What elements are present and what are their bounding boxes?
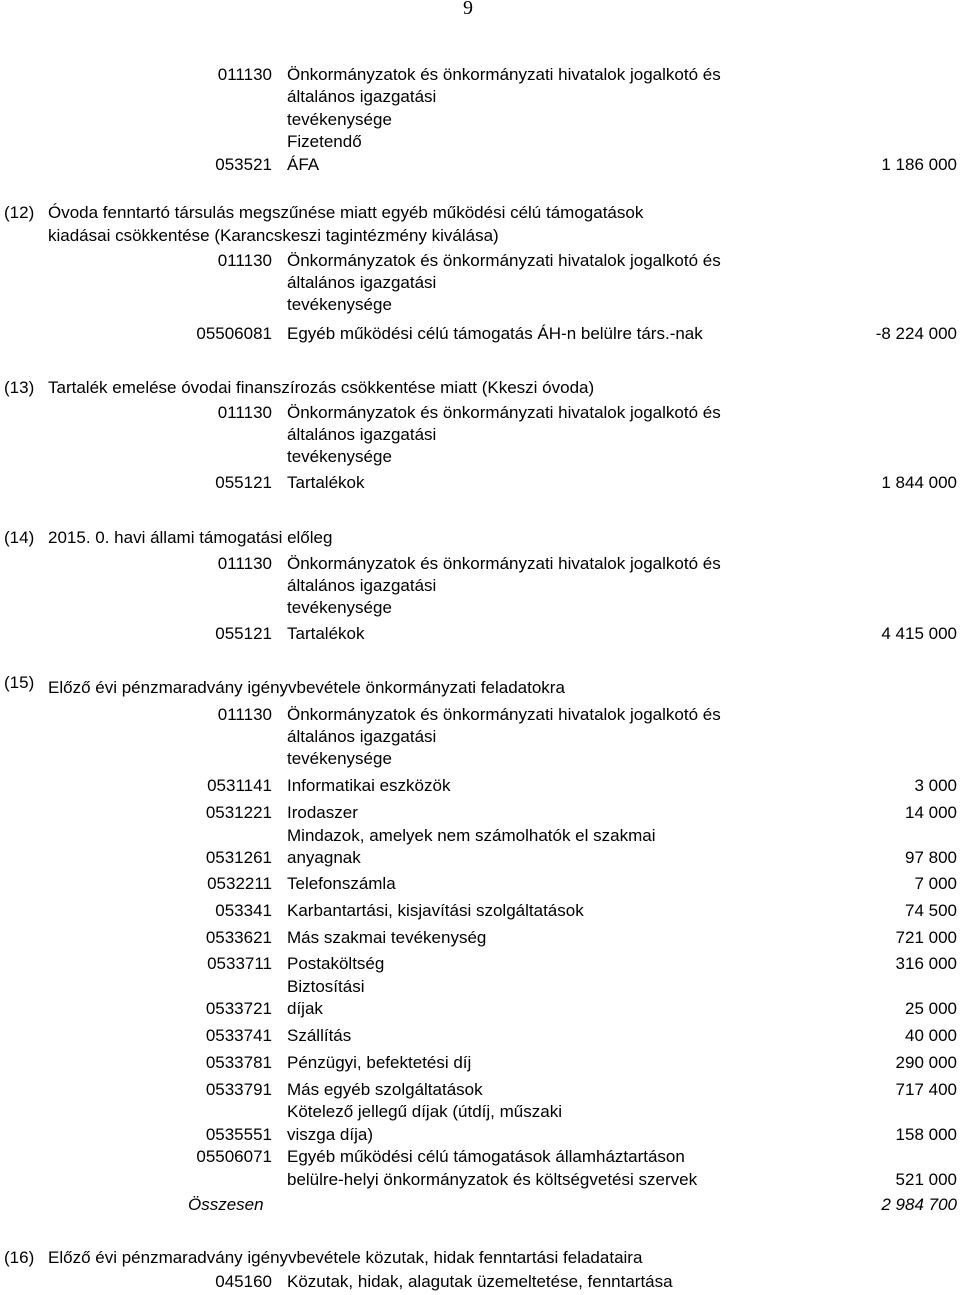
row-code: 05506071 — [196, 1147, 272, 1166]
page-number: 9 — [463, 0, 473, 19]
function-desc-line3: tevékenysége — [287, 447, 392, 466]
section-title: Előző évi pénzmaradvány igényvbevétele önkormányzati feladatokra — [48, 678, 565, 697]
row-desc: Telefonszámla — [287, 874, 396, 893]
row-code: 0532211 — [207, 874, 272, 893]
row-code: 0533781 — [205, 1053, 272, 1072]
function-desc-line1: Önkormányzatok és önkormányzati hivatalok jogalkotó és — [287, 554, 721, 573]
function-desc-line3: tevékenysége — [287, 598, 392, 617]
item-desc: ÁFA — [287, 155, 320, 174]
function-desc-line3: tevékenysége — [287, 749, 392, 768]
row-amount: 97 800 — [905, 848, 957, 867]
function-desc-line1: Önkormányzatok és önkormányzati hivatalok jogalkotó és — [287, 705, 721, 724]
function-code: 011130 — [217, 251, 272, 270]
function-desc-line3: tevékenysége — [287, 295, 392, 314]
row-code: 0533711 — [207, 954, 272, 973]
row-amount: 14 000 — [905, 803, 957, 822]
row-desc: Szállítás — [287, 1026, 352, 1045]
row-desc: Postaköltség — [287, 954, 385, 973]
section-title: Előző évi pénzmaradvány igényvbevétele közutak, hidak fenntartási feladataira — [48, 1248, 643, 1267]
row-desc: anyagnak — [287, 848, 361, 867]
item-code: 045160 — [215, 1272, 272, 1291]
item-code: 053521 — [215, 155, 272, 174]
row-amount: 40 000 — [905, 1026, 957, 1045]
function-desc-line3: tevékenysége — [287, 110, 392, 129]
row-code: 0531141 — [207, 776, 272, 795]
item-amount: 1 186 000 — [881, 155, 957, 174]
function-desc-line2: általános igazgatási — [287, 273, 437, 292]
row-amount: 158 000 — [895, 1125, 957, 1144]
function-desc-line1: Önkormányzatok és önkormányzati hivatalok jogalkotó és — [287, 403, 721, 422]
row-desc-prefix: Biztosítási — [287, 977, 365, 996]
row-code: 0531221 — [205, 803, 272, 822]
function-desc-line2: általános igazgatási — [287, 425, 437, 444]
row-desc: viszga díja) — [287, 1125, 373, 1144]
section-title: Tartalék emelése óvodai finanszírozás csökkentése miatt (Kkeszi óvoda) — [48, 378, 595, 397]
row-amount: 7 000 — [914, 874, 957, 893]
item-desc: Egyéb működési célú támogatás ÁH-n belülre társ.-nak — [287, 324, 703, 343]
section-title-line1: Óvoda fenntartó társulás megszűnése miatt egyéb működési célú támogatások — [48, 203, 644, 222]
row-desc-prefix: Kötelező jellegű díjak (útdíj, műszaki — [287, 1102, 562, 1121]
item-desc: Tartalékok — [287, 473, 365, 492]
payable-label: Fizetendő — [287, 132, 362, 151]
row-desc: Egyéb működési célú támogatások államháztartáson — [287, 1147, 685, 1166]
row-amount: 290 000 — [895, 1053, 957, 1072]
row-amount: 717 400 — [895, 1080, 957, 1099]
item-code: 055121 — [215, 624, 272, 643]
item-code: 055121 — [215, 473, 272, 492]
section-number: (16) — [4, 1248, 35, 1267]
section-title-line2: kiadásai csökkentése (Karancskeszi tagintézmény kiválása) — [48, 226, 499, 245]
total-label: Összesen — [188, 1195, 264, 1214]
item-desc: Közutak, hidak, alagutak üzemeltetése, fenntartása — [287, 1272, 673, 1291]
row-desc-prefix: Mindazok, amelyek nem számolhatók el szakmai — [287, 826, 656, 845]
section-number: (15) — [4, 673, 35, 692]
section-number: (12) — [4, 203, 35, 222]
row-desc: Informatikai eszközök — [287, 776, 451, 795]
row-desc: Más szakmai tevékenység — [287, 928, 487, 947]
row-amount: 521 000 — [895, 1170, 957, 1189]
row-code: 053341 — [215, 901, 272, 920]
row-amount: 25 000 — [905, 999, 957, 1018]
function-desc-line2: általános igazgatási — [287, 576, 437, 595]
row-code: 0531261 — [205, 848, 272, 867]
row-desc-suffix: belülre-helyi önkormányzatok és költségvetési szervek — [287, 1170, 698, 1189]
section-number: (13) — [4, 378, 35, 397]
row-desc: Karbantartási, kisjavítási szolgáltatások — [287, 901, 584, 920]
item-amount: 4 415 000 — [881, 624, 957, 643]
function-code: 011130 — [217, 403, 272, 422]
function-desc-line2: általános igazgatási — [287, 727, 437, 746]
row-amount: 721 000 — [895, 928, 957, 947]
row-code: 0533721 — [205, 999, 272, 1018]
function-desc-line1: Önkormányzatok és önkormányzati hivatalok jogalkotó és — [287, 251, 721, 270]
function-code: 011130 — [217, 705, 272, 724]
row-code: 0535551 — [205, 1125, 272, 1144]
function-desc-line2: általános igazgatási — [287, 87, 437, 106]
function-desc-line1: Önkormányzatok és önkormányzati hivatalok jogalkotó és — [287, 65, 721, 84]
section-title: 2015. 0. havi állami támogatási előleg — [48, 528, 333, 547]
row-amount: 74 500 — [905, 901, 957, 920]
row-code: 0533621 — [205, 928, 272, 947]
function-code: 011130 — [217, 554, 272, 573]
item-code: 05506081 — [196, 324, 272, 343]
item-amount: -8 224 000 — [875, 324, 957, 343]
row-code: 0533791 — [205, 1080, 272, 1099]
row-desc: Pénzügyi, befektetési díj — [287, 1053, 472, 1072]
section-number: (14) — [4, 528, 35, 547]
row-amount: 316 000 — [895, 954, 957, 973]
row-desc: Más egyéb szolgáltatások — [287, 1080, 483, 1099]
row-desc: Irodaszer — [287, 803, 358, 822]
item-amount: 1 844 000 — [881, 473, 957, 492]
function-code: 011130 — [217, 65, 272, 84]
row-desc: díjak — [287, 999, 323, 1018]
total-amount: 2 984 700 — [881, 1195, 957, 1214]
row-code: 0533741 — [205, 1026, 272, 1045]
item-desc: Tartalékok — [287, 624, 365, 643]
row-amount: 3 000 — [914, 776, 957, 795]
